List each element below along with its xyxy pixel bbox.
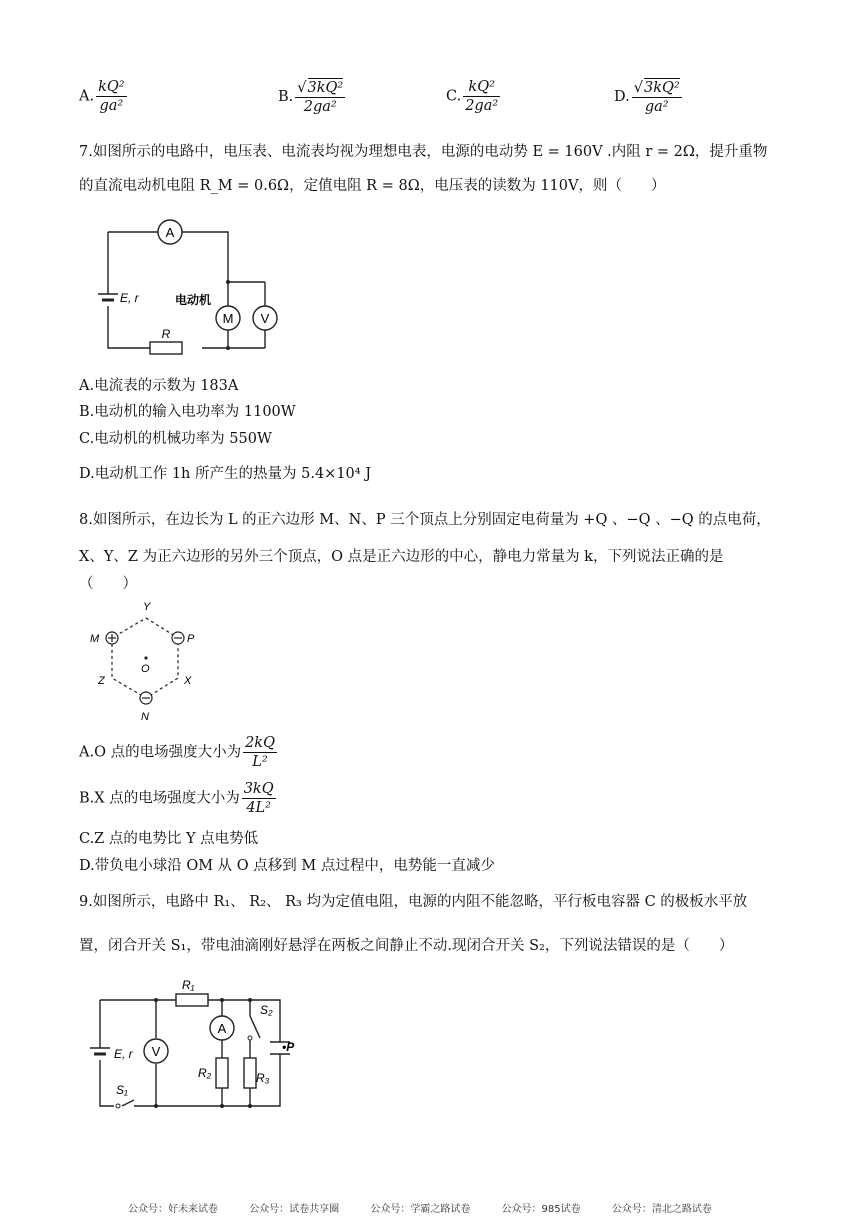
q7-option-d: D.电动机工作 1h 所产生的热量为 5.4×10⁴ J — [79, 466, 372, 482]
option-label: A. — [79, 88, 95, 105]
footer-item: 公众号：学霸之路试卷 — [370, 1204, 471, 1215]
option-label: C. — [446, 88, 462, 105]
q9-stem-line1: 9.如图所示，电路中 R₁、 R₂、 R₃ 均为定值电阻，电源的内阻不能忽略，平行板电容器 C 的极板水平放 — [79, 894, 748, 910]
motor-label: 电动机 — [175, 293, 212, 307]
q8-hexagon-figure — [80, 598, 210, 726]
q7-stem-line2: 的直流电动机电阻 R_M = 0.6Ω，定值电阻 R = 8Ω，电压表的读数为 110V，则（ ） — [79, 178, 666, 194]
vertex-m-label: M — [90, 633, 100, 645]
s1-label: S₁ — [116, 1083, 128, 1097]
ammeter-label: A — [217, 1021, 227, 1036]
r2-label: R₂ — [198, 1066, 212, 1080]
resistor-label: R — [161, 327, 171, 341]
q8-stem-line1: 8.如图所示，在边长为 L 的正六边形 M、N、P 三个顶点上分别固定电荷量为 +Q 、−Q 、−Q 的点电荷， — [79, 512, 771, 528]
footer-item: 公众号：清北之路试卷 — [611, 1204, 712, 1215]
q7-circuit-figure — [90, 212, 290, 360]
q8-option-b: B.X 点的电场强度大小为 $\frac{3kQ}{\text{4L²}}$ — [79, 781, 274, 816]
q8-stem-line3: （ ） — [79, 576, 137, 592]
q7-option-a: A.电流表的示数为 183A — [79, 378, 239, 394]
q6-option-c: C. $\frac{\text{kQ²}}{\text{2ga²}}$ — [446, 79, 499, 114]
q9-circuit-figure — [88, 976, 303, 1121]
q7-option-b: B.电动机的输入电功率为 1100W — [79, 404, 296, 420]
q7-option-c: C.电动机的机械功率为 550W — [79, 431, 272, 447]
source-label: E, r — [114, 1047, 133, 1061]
q7-stem-line1: 7.如图所示的电路中，电压表、电流表均视为理想电表，电源的电动势 E = 160V .内阻 r = 2Ω，提升重物 — [79, 144, 768, 160]
p-label: •P — [282, 1040, 295, 1054]
vertex-y-label: Y — [143, 601, 151, 613]
option-label: B. — [278, 89, 294, 105]
voltmeter-label: V — [260, 311, 270, 326]
r3-label: R₃ — [256, 1071, 270, 1085]
footer-item: 公众号：好未来试卷 — [128, 1204, 218, 1215]
q8-stem-line2: X、Y、Z 为正六边形的另外三个顶点，O 点是正六边形的中心，静电力常量为 k，下列说法正确的是 — [79, 549, 724, 565]
footer-item: 公众号：试卷共享圈 — [249, 1204, 340, 1215]
voltmeter-label: V — [151, 1044, 161, 1059]
q8-option-c: C.Z 点的电势比 Y 点电势低 — [79, 831, 259, 847]
r1-label: R₁ — [182, 978, 195, 992]
motor-symbol: M — [222, 311, 234, 326]
q8-option-a: A.O 点的电场强度大小为 $\frac{2kQ}{\text{L²}}$ — [79, 735, 275, 770]
q6-option-b: B. $\frac{\text{√3kQ²}}{\text{2ga²}}$ — [278, 80, 344, 115]
q6-option-a: A. $\frac{\text{kQ²}}{\text{ga²}}$ — [79, 79, 125, 114]
s2-label: S₂ — [260, 1003, 273, 1017]
footer-item: 公众号：985试卷 — [501, 1204, 581, 1215]
center-o-label: O — [141, 663, 150, 675]
q8-option-d: D.带负电小球沿 OM 从 O 点移到 M 点过程中，电势能一直减少 — [79, 858, 495, 874]
page-footer — [128, 1200, 740, 1215]
ammeter-label: A — [165, 225, 175, 240]
vertex-x-label: X — [184, 675, 192, 687]
vertex-p-label: P — [187, 633, 195, 645]
option-label: D. — [614, 89, 630, 105]
vertex-n-label: N — [141, 711, 149, 723]
vertex-z-label: Z — [98, 675, 105, 687]
q6-option-d: D. $\frac{\text{√3kQ²}}{\text{ga²}}$ — [614, 80, 680, 115]
q9-stem-line2: 置，闭合开关 S₁，带电油滴刚好悬浮在两板之间静止不动.现闭合开关 S₂，下列说法错误的是（ ） — [79, 938, 734, 954]
source-label: E, r — [120, 291, 139, 305]
